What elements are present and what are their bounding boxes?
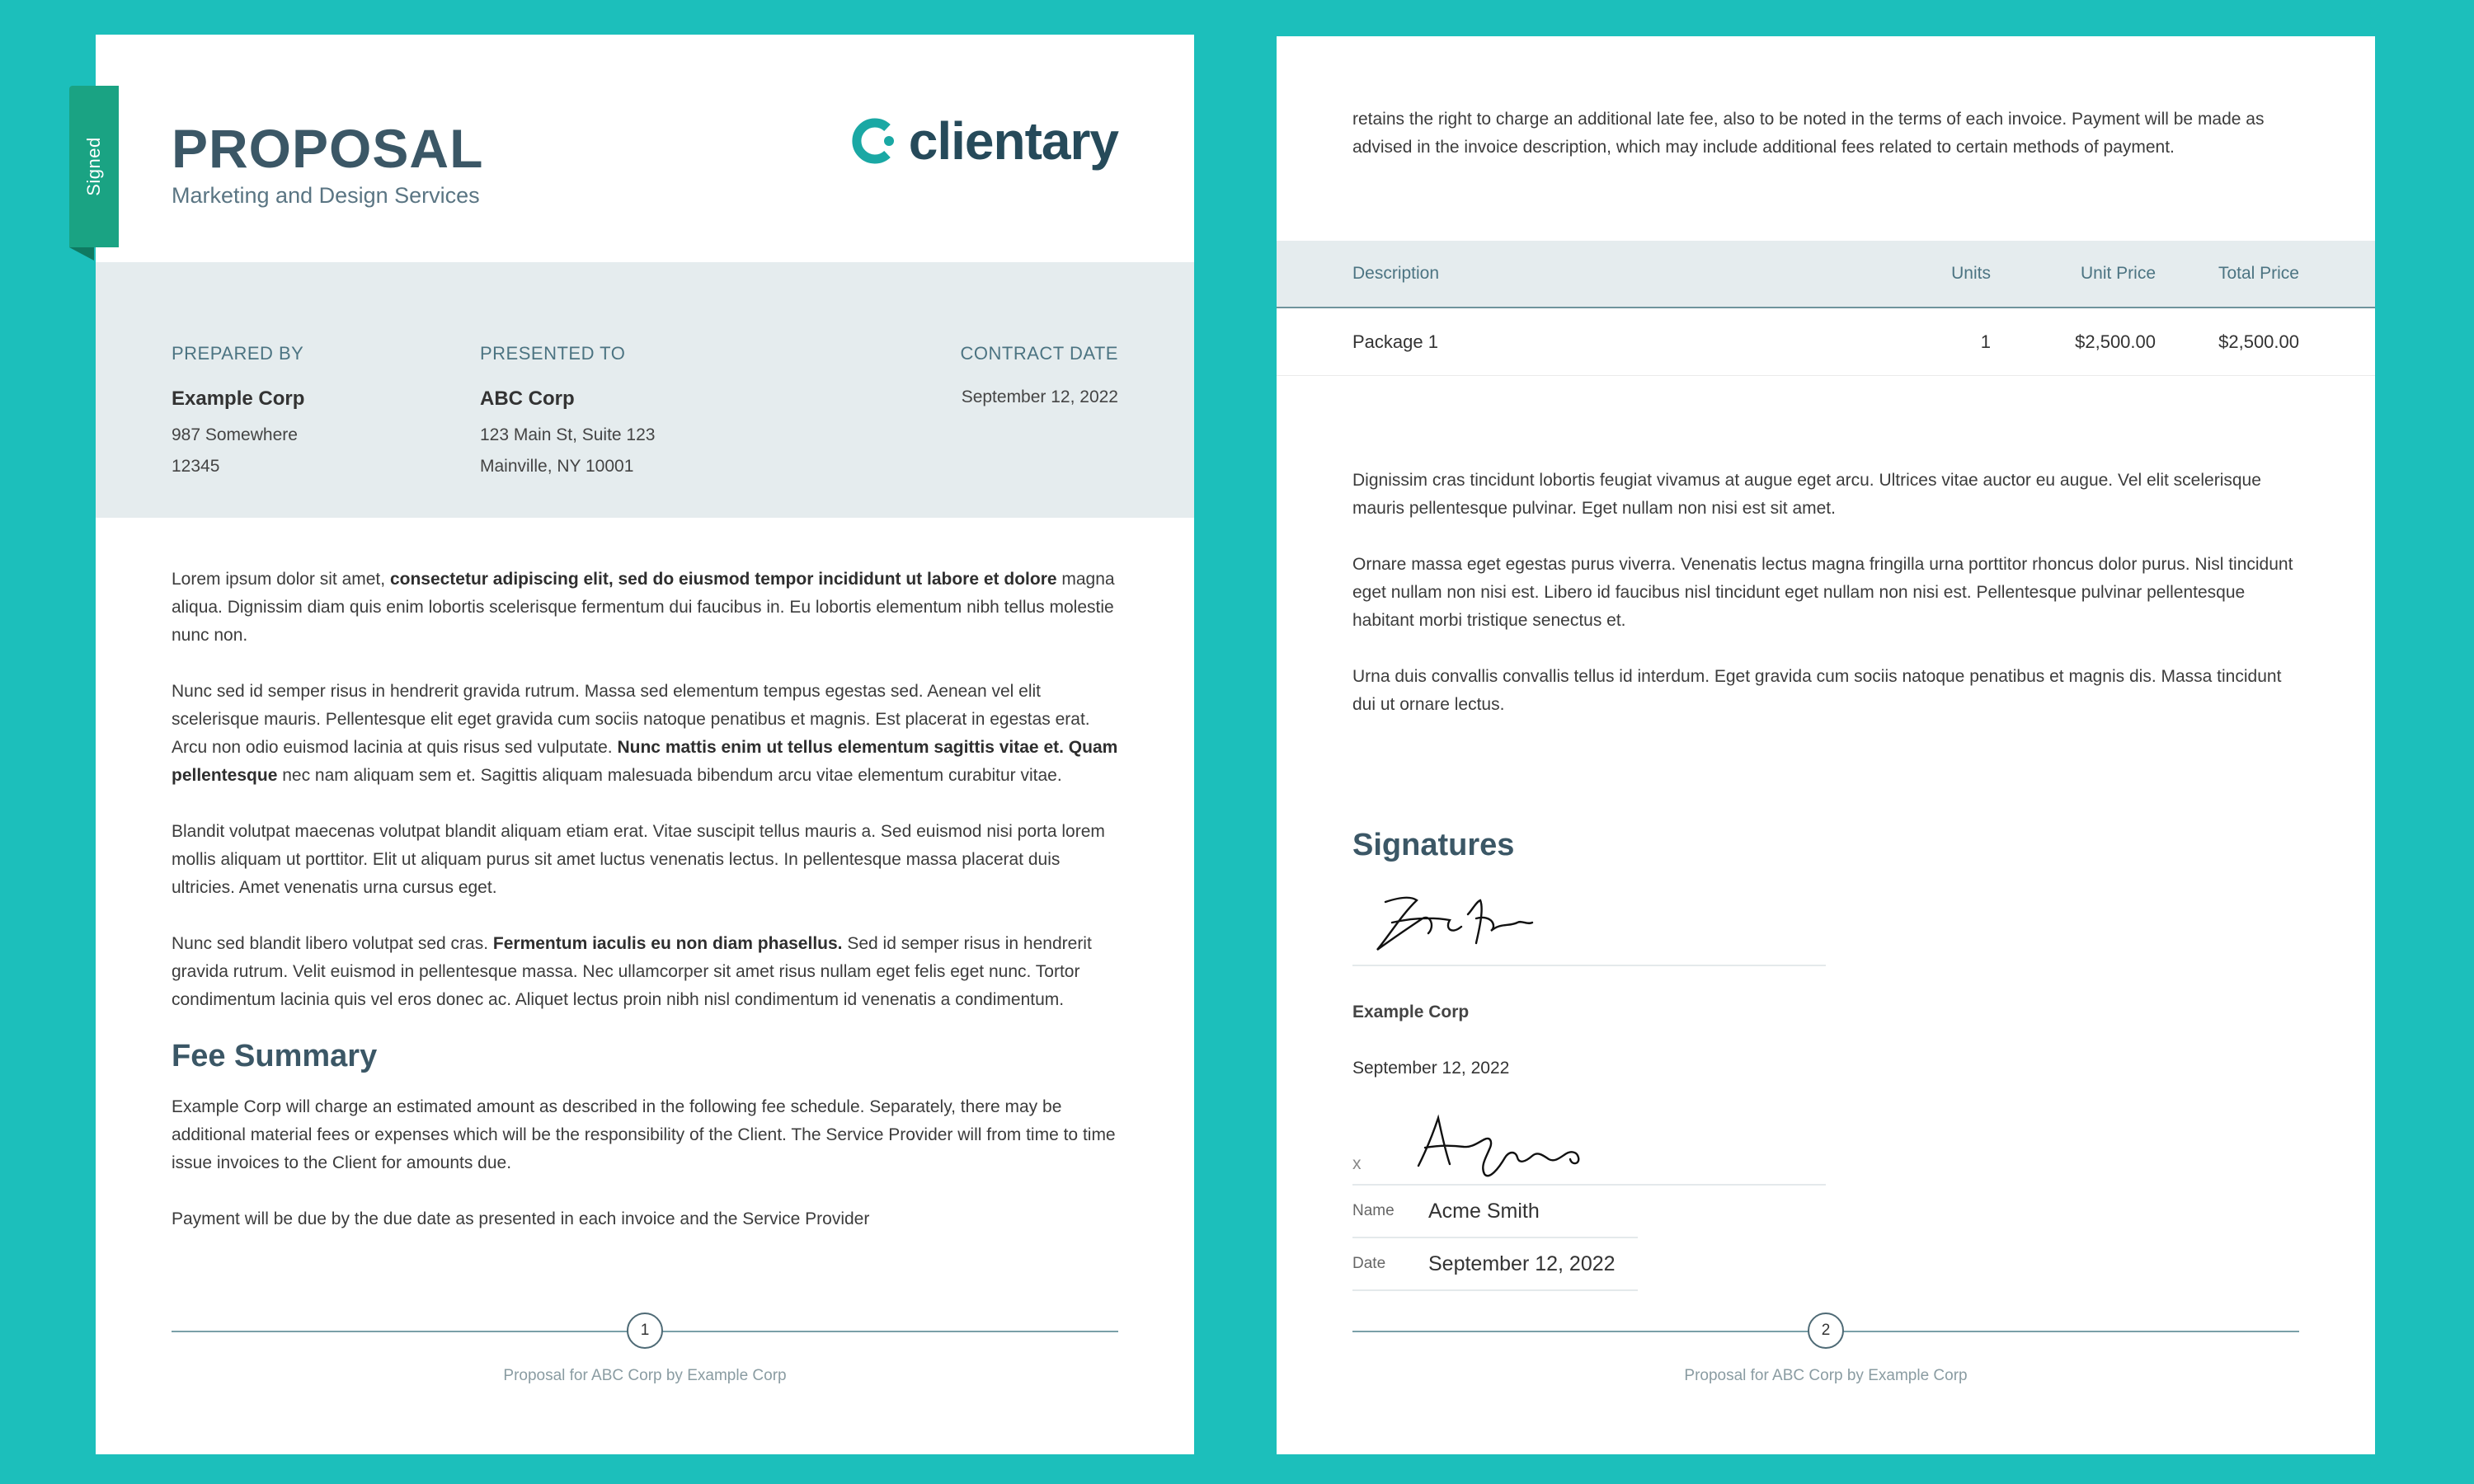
signer-date-label: Date (1352, 1255, 1386, 1272)
signer-name-label: Name (1352, 1202, 1395, 1219)
clientary-logo (851, 110, 1118, 171)
contract-date-value: September 12, 2022 (961, 387, 1118, 406)
signer-date-row (1352, 1238, 1638, 1291)
body-paragraph: Lorem ipsum dolor sit amet, consectetur adipiscing elit, sed do eiusmod tempor incididunt ut labore et dolore magna aliqua. Dignissim diam quis enim lobortis scelerisque fermentum dui faucibus in. Eu lobortis elementum nibh tellus molestie nunc non. (172, 570, 1115, 645)
prepared-by-address-line2: 12345 (172, 457, 220, 476)
clientary-logo-icon (851, 116, 901, 166)
signature-image (1352, 877, 1826, 965)
table-row (1277, 308, 2375, 376)
fee-paragraph: Payment will be due by the due date as presented in each invoice and the Service Provider (172, 1209, 870, 1228)
footer-text: Proposal for ABC Corp by Example Corp (1684, 1367, 1968, 1384)
signer-date-value: September 12, 2022 (1428, 1252, 1616, 1275)
proposal-page-2 (1277, 36, 2375, 1454)
body-paragraph: Nunc sed id semper risus in hendrerit gravida rutrum. Massa sed elementum tempus egestas sed. Aenean vel elit scelerisque mauris. Pellentesque elit eget gravida cum sociis natoque penatibus et magnis. Est placerat in egestas erat. Arcu non odio euismod lacinia at quis risus sed vulputate. Nunc mattis enim ut tellus elementum sagittis vitae et. Quam pellentesque nec nam aliquam sem et. Sagittis aliquam malesuada bibendum arcu vitae elementum curabitur vitae. (172, 682, 1118, 785)
signatures-heading: Signatures (1352, 828, 1515, 862)
body-paragraph: Nunc sed blandit libero volutpat sed cras. Fermentum iaculis eu non diam phasellus. Sed id semper risus in hendrerit gravida rutrum. Velit euismod in pellentesque massa. Nec ullamcorper sit amet risus nullam eget felis eget nunc. Tortor condimentum lacinia quis vel eros donec ac. Aliquet lectus proin nibh nisl condimentum id venenatis a condimentum. (172, 934, 1092, 1009)
body-paragraph: retains the right to charge an additional late fee, also to be noted in the terms of each invoice. Payment will be made as advised in the invoice description, which may include additional fees related to certain methods of payment. (1352, 110, 2265, 157)
body-paragraph: Urna duis convallis convallis tellus id interdum. Eget gravida cum sociis natoque penatibus et magnis dis. Massa tincidunt dui ut ornare lectus. (1352, 667, 2282, 714)
body-paragraph: Ornare massa eget egestas purus viverra. Venenatis lectus magna fringilla urna porttitor rhoncus dolor purus. Nisl tincidunt eget nullam non nisi est. Libero id faucibus nisl tincidunt eget nullam non nisi est. Pellentesque pulvinar pellentesque habitant morbi tristique senectus et. (1352, 555, 2293, 630)
continued-text (1352, 106, 2299, 190)
presented-to-address-line2: Mainville, NY 10001 (480, 457, 634, 476)
page-title: PROPOSAL (172, 118, 484, 179)
page-footer (1352, 1322, 2299, 1454)
presented-to-block (480, 343, 655, 488)
signer-name-row (1352, 1186, 1638, 1238)
presented-to-address-line1: 123 Main St, Suite 123 (480, 425, 656, 444)
prepared-by-name: Example Corp (172, 387, 305, 410)
footer-text: Proposal for ABC Corp by Example Corp (503, 1367, 787, 1384)
signature-x-mark: x (1352, 1154, 1362, 1173)
proposal-body (172, 566, 1118, 1261)
page2-body (1352, 467, 2299, 747)
signed-ribbon-label: Signed (83, 137, 105, 196)
clientary-logo-text: clientary (908, 111, 1118, 171)
signed-ribbon (69, 86, 119, 247)
page-subtitle: Marketing and Design Services (172, 183, 480, 208)
cell-description: Package 1 (1352, 331, 1438, 352)
body-paragraph: Blandit volutpat maecenas volutpat blandit aliquam etiam erat. Vitae suscipit tellus mauris a. Sed euismod nisi porta lorem mollis aliquam ut porttitor. Elit ut aliquam purus sit amet luctus venenatis lectus. In pellentesque massa placerat duis ultricies. Amet venenatis urna cursus eget. (172, 822, 1105, 897)
contract-date-label: CONTRACT DATE (960, 343, 1118, 364)
proposal-page-1 (83, 35, 1194, 1454)
presented-to-label: PRESENTED TO (480, 343, 626, 364)
body-paragraph: Dignissim cras tincidunt lobortis feugiat vivamus at augue eget arcu. Ultrices vitae auctor eu augue. Vel elit scelerisque mauris pellentesque pulvinar. Eget nullam non nisi est sit amet. (1352, 471, 2261, 518)
fee-summary-heading: Fee Summary (172, 1039, 378, 1073)
cell-units: 1 (1980, 331, 1991, 352)
fee-paragraph: Example Corp will charge an estimated amount as described in the following fee schedule. Separately, there may be additional material fees or expenses which will be the responsibility of the Client. The Service Provider will from time to time issue invoices to the Client for amounts due. (172, 1097, 1116, 1172)
column-header-units: Units (1951, 264, 1991, 283)
column-header-total-price: Total Price (2218, 264, 2299, 283)
page-footer (172, 1322, 1118, 1454)
prepared-by-address-line1: 987 Somewhere (172, 425, 298, 444)
presented-to-name: ABC Corp (480, 387, 575, 410)
cell-unit-price: $2,500.00 (2075, 331, 2156, 352)
fee-table-header (1277, 241, 2375, 308)
contract-date-block (961, 343, 1118, 419)
signer-name-value: Acme Smith (1428, 1199, 1540, 1223)
fee-table (1277, 241, 2375, 376)
column-header-unit-price: Unit Price (2080, 264, 2156, 283)
prepared-by-block (172, 343, 304, 488)
signature-1 (1352, 877, 1826, 966)
signature-1-date: September 12, 2022 (1352, 1059, 1510, 1078)
prepared-by-label: PREPARED BY (172, 343, 304, 364)
column-header-description: Description (1352, 264, 1440, 283)
page-number: 2 (1808, 1313, 1844, 1349)
info-band (96, 262, 1194, 518)
signature-image (1402, 1100, 1649, 1182)
signature-2 (1352, 1100, 1826, 1186)
signature-1-company: Example Corp (1352, 1003, 1470, 1021)
cell-total-price: $2,500.00 (2218, 331, 2299, 352)
page-number: 1 (627, 1313, 663, 1349)
